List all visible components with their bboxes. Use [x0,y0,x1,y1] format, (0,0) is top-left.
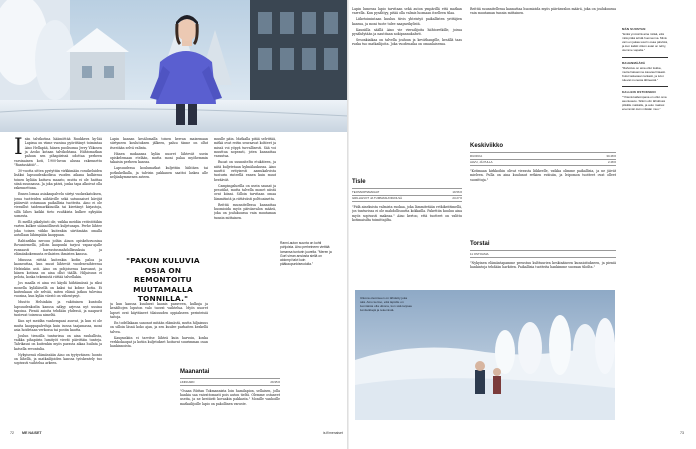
paragraph: Minussa riittää kuitenkin kodin paloa ja kauneuttaa, kun muut lähtevät vuodenvaihteessa Helsinkiin asti. Aino on pohjoisessa kasvanut, ja hänen kotinsa on aina ollut täällä. Hiljaisuus ei pelota, koska tekemistä riittää talvellakin. [14,257,102,280]
sidebar-divider [622,57,668,58]
article-column-2-upper [110,137,208,250]
drop-cap: I [14,137,23,160]
maanantai-price-table [180,378,280,386]
paragraph: Lapsuudessa koulumatkat kuljettiin hiihtäen tai potkukelkalla, ja talvisin pakkanen saattoi laskea alle neljänkymmenen asteen. [110,166,208,179]
paragraph: Reittiä suunnitellessa kannattaa huomioida myös päivänvalon määrä, joka on joulukuussa vain muutaman tunnin mittainen. [214,202,276,220]
paragraph: En todellakaan sanonut mitään elämästä, mutta hiljaisuus on silloin läsnä koko ajan, ja sen kuulee parhaiten keskellä talvea. [110,320,208,334]
sidebar-text: "Enkä ymmärrä aina mitää, että mitä pitää tehdä huomenna. Minä vain en jakaa suurin osaa päivistä, ja kun kaikki viikon asiat on tehty, olemme vapaita." [622,32,668,53]
paragraph: Ennen lomaa asiakaspalvelu siirtyi vuokrakatoksen, jossa tuotteiden nähtäville sekä satunnaiset kävijät pääsevät ostamaan paikallisia tuotteita. Aino ei ole vieraillut taidemarkkinoilla tai kiertänyt kirjastoja, sillä lähes kaikki tieto ruuhkista kulkee nykyään somesta. [14,192,102,219]
left-magazine-name: ME NAISET [22,431,42,435]
paragraph: Kaupunkiin ei tarvitse lähteä kuin harvoin, koska verkkokaupat ja kotiin kuljetukset hoitavat suurimman osan hankinnoista. [110,335,208,349]
paragraph: Nykyisessä elämässään Aino on tyytyväinen: luonto on lähellä, ja matkailijoiden kanssa työskentely tuo sopivasti vaihtelua arkeen. [14,352,102,366]
paragraph: Kun nyt meidän vanhempani asuvat, ja kun ei ole muita kauppapalveluja kuin isossa taajamassa, moni asia hoidetaan verkossa tai postin kautta. [14,319,102,332]
sidebar-text: "Yhtenä kalleimpana on ollut oma asuntoauto. Silloin olin lähdössä pitkälle matkalle, ja auto maksoi enemmän kuin mikään muu." [622,95,667,112]
tisle-body: "Pidä aineksista valmista ruokaa, joka lämmitetään retkikeittimellä, jos tunturissa ei ole mahdollisuutta kokkailla. Pakettiin kuuluu aina myös sopivasti makeaa." Aino kertoo, että tuotteet on valittu kotimaisilta toimittajilta. [352,205,462,223]
article-column-right-a [352,7,462,175]
paragraph: Reittiä suunnitellessa kannattaa huomioida myös päivänvalon määrä, joka on joulukuussa vain muutaman tunnin mittainen. [470,7,616,16]
left-page-number: 72 [10,431,14,435]
info-row: 11 OSTOASIA [470,251,616,258]
sidebar-text: "Rahoitus on aina ollut tiukka, mutta haluamme kasvaa hitaasti. Kulut lasketaan tarkasti, ja tulot tulevat monesta lähteestä." [622,65,666,82]
paragraph: Kauniilla säällä Aino vie vierailijoita hiihtoretkille, joissa pysähdytään ja nautitaan nokipannukahvit. [352,27,462,36]
sidebar-heading: RAHANMÄÄRÄ [622,60,646,65]
paragraph: Sesonkiaikaa on talvella jouluun ja keväthangille, kesällä taas ruska tuo matkailijoita. Joka vuodenaika on omanlaisensa. [352,37,462,47]
price-row: AAVU, JÄ PULLA 2.48 € [470,160,616,165]
sidebar-divider [622,86,668,87]
maanantai-heading: Maanantai [180,369,210,375]
street-photo-illustration [0,0,348,132]
paragraph: Rahtarikka nerouu joihin Ainon opiskeluvuosina Rovaniemellä, jolloin kaupunki tarjosi vapaa-ajalle runsaasti harrastusmahdollisuuksia ja elämänkokemusta erilaisten ihmisten kanssa. [14,238,102,256]
tisle-section [352,178,462,238]
keskiviikko-heading: Keskiviikko [470,143,504,149]
article-column-right-b [470,7,616,147]
keskiviikko-price-table [470,152,616,166]
price-row: TEOSNOPSMAVAAT 19.56 € [352,189,462,194]
price-row: LINKKARD 29.95 € [180,379,280,384]
paragraph: Joulun tienoilla tunturissa on aina rauhallista, vaikka pihapiirin lumityöt vievät päivittäin tunteja. Talvikausi on kuitenkin myös parasta aikaa huilata ja katsella revontulia. [14,333,102,351]
sidebar-heading: KALLEIN OSTOKSENI [622,90,656,95]
price-row: GRILLIHVOT JA TUMMASUORJOLSÄ 23.27 € [352,196,462,201]
magazine-url: is.fi/menaiset [323,431,343,435]
paragraph: Ei meillä pikalyönti ole, vaikka meidän reitistötäkin varten kulkee säännöllisesti kuljetusapu. Perhe lähtee joka toinen viikko kuitenkin siirtämään omalla autollaan lähimpään kauppaan. [14,219,102,237]
sidebar-heading: MÄN SUOSTAN [622,27,646,31]
torstai-section [470,240,616,290]
paragraph: Hänen mukaansa kylän nuoret lähtevät usein opiskelemaan etelään, mutta moni palaa myöhemmin takaisin perheen kanssa. [110,151,208,165]
tisle-price-table [352,188,462,202]
photo-caption-top: Ranni-auton suunta on kohti pohjoista. Aino perheineen viettää lomansa tunturin juurella. "Meren ja Gorf-virran ansiosta siellä on aidompi talvi kuin pääkaupunkiseudulla." [280,241,332,267]
sidebar [622,27,668,116]
paragraph: Ruoat on suunniteltu etukäteen, ja niitä kuljetetaan kylmälaukussa. Aino nauttii erityisesti aamukahvista tunturin rinteellä ennen kuin muut heräävät. [214,160,276,182]
paragraph: Lapin kansan kesälomalla toisen kerran maisemaan siirtyneen koulutuksen jälkeen, paluu tänne on ollut itsestään selvä valinta. [110,137,208,150]
paragraph: ja kun kanssa kuuluvat kaunis paraveen, kulkuja ja kesäiltojen loputon valo tuovat vaihtelua. Myös nuoret lapset ovat käyttäneet tilaisuuden oppiakseen perinteisiä taitoja. [110,302,208,320]
article-column-3 [214,137,276,287]
right-page-number: 73 [680,431,684,435]
price-row: RUOKKA 30.48 € [470,153,616,158]
paragraph: Campingalueilla on usein saunat ja pesutilat, mutta talvella monet niistä ovat kiinni. Silloin tarvitaan omaa lämmitintä ja riittävästi polttoainetta. [214,183,276,201]
torstai-heading: Torstai [470,241,490,247]
paragraph: Lapin lumessa lapio tarvitaan sekä auton ympärillä että matkan varrella. Kun pysähtyy, pitää olla valmis luomaan itselleen tilaa. [352,7,462,16]
tisle-heading: Tisle [352,179,366,185]
paragraph: muulle päin. Matkalla pitää selvittää, mitkä ovat reitin seuraavat kohteet ja missä voi yöpyä turvallisesti. Sää voi muuttua nopeasti, joten kannattaa varautua. [214,137,276,159]
paragraph: Liiketoimintaan kuuluu tiivis yhteistyö paikallisten yrittäjien kanssa, ja moni tuote tulee naapurikylistä. [352,17,462,26]
paragraph: 30-vuotta sitten pystyttiin virkkimään rossikeluiden lisäksi lapsuudenkodissa vuoden aikana kulkiessa toinen kylään kattava maasto, mutta ei ole haittaa siinä suunnassa. Ja joka päivä, jonka tapa alkoivat olla rakennettuna. [14,169,102,191]
torstai-body: "Nykyinen elämäntapamme perustuu kulttuurien keskinäiseen kunnioitukseen, ja pieniä hankintoja tehdään harkiten. Paikallisia tuotteita hankimme suoraan tiloilta." [470,260,616,269]
torstai-table [470,250,616,258]
keskiviikko-body: "Kotimaan kirkkoihin olivat vierasta liikkeelle, vaikka olimme paikallisia, ja ne jäivät mieleen. Pulla on aina kuulunut retkien eväisiin, ja leipomon tuotteet ovat olleet suosittuja." [470,169,616,182]
paragraph: Jos maalla ei aina voi käydä hiihtämässä ja siksi monella kyläläisellä on kaksi tai kolme kotia. Ei kuitenkaan ole selvää, miten elämä jatkuu tulevina vuosina, kun kylän väestö on vähentynyt. [14,281,102,299]
photo-caption-bottom: Ulkona olemiseen on lähdetty joka sää. Aino kertoo, että lapsille on luontaista olla ulkona, kun sää tarjoaa lumileikkejä ja tekemistä. [360,296,412,313]
keskiviikko-section [470,142,616,237]
paragraph: Muutto Helsinkiin ja vakituinen kuntoilu lapsuudenkodin kanssa näkyy arjessa nyt uusina tapoina. Pieniä asioita tehdään yhdessä, ja naapurit tuntevat toisensa nimeltä. [14,300,102,318]
pull-quote: "PAKUN KULUVIA OSIA ON REMONTOITU MUUTAMALLA TONNILLA." [126,256,200,304]
article-column-1 [14,137,102,427]
maanantai-body: "Osaan Rüttan Tokmannista loin hamilapion, sellaisen, jolla hankia saa vaivattomasti pois auton tieltä. Olemme ostaneet useita, ja ne kestävät kovaakin pakkasta." Monille vanhoille matkailijoille lapio on pakollinen varuste. [180,388,280,406]
snowy-street-photo [0,0,348,132]
maanantai-block [180,368,280,428]
opening-paragraph: Isän talvikotina häämöttää Ruukkeva ky-lää Lapissa on viime vuosina pyörittänyt toimintaa Aino Hellapää, hänen puolisonsa Jerry Ylikosen ja Aroko kotaan talvikohtana. Hiihtomatkan paluun sen pihapiirissä odottaa perheen varsinainen koti, 1900-luvun alussa rakennettu "Rantasäätiö"... [14,137,102,168]
